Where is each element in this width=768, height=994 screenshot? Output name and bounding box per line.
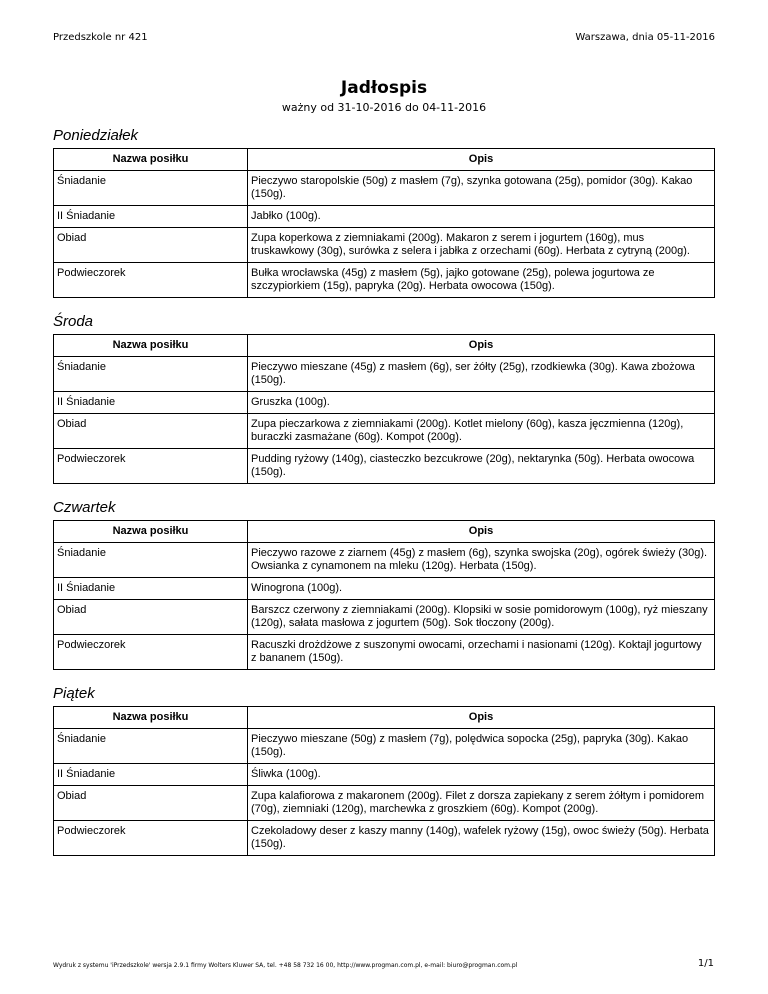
meal-description: Pieczywo mieszane (45g) z masłem (6g), ser żółty (25g), rzodkiewka (30g). Kawa zbożowa (150g). bbox=[248, 357, 715, 392]
table-row bbox=[54, 578, 715, 600]
table-row bbox=[54, 263, 715, 298]
day-title: Piątek bbox=[53, 685, 95, 702]
column-header-description: Opis bbox=[248, 149, 715, 171]
meal-description: Racuszki drożdżowe z suszonymi owocami, orzechami i nasionami (120g). Koktajl jogurtowy z bananem (150g). bbox=[248, 635, 715, 670]
validity-period: ważny od 31-10-2016 do 04-11-2016 bbox=[281, 101, 487, 114]
column-header-meal: Nazwa posiłku bbox=[54, 149, 248, 171]
table-header-row bbox=[54, 521, 715, 543]
meal-name: Obiad bbox=[54, 786, 248, 821]
meal-name: Podwieczorek bbox=[54, 263, 248, 298]
meal-description: Winogrona (100g). bbox=[248, 578, 715, 600]
meal-name: Obiad bbox=[54, 600, 248, 635]
meal-name: Podwieczorek bbox=[54, 449, 248, 484]
meal-description: Zupa koperkowa z ziemniakami (200g). Makaron z serem i jogurtem (160g), mus truskawkowy (30g), surówka z selera i jabłka z orzechami (60g). Herbata z cytryną (200g). bbox=[248, 228, 715, 263]
table-header-row bbox=[54, 707, 715, 729]
table-row bbox=[54, 392, 715, 414]
table-row bbox=[54, 449, 715, 484]
column-header-meal: Nazwa posiłku bbox=[54, 335, 248, 357]
meal-name: Obiad bbox=[54, 228, 248, 263]
table-row bbox=[54, 821, 715, 856]
meal-description: Zupa kalafiorowa z makaronem (200g). Filet z dorsza zapiekany z serem żółtym i pomidorem (70g), ziemniaki (120g), marchewka z groszkiem (60g). Kompot (200g). bbox=[248, 786, 715, 821]
meal-description: Barszcz czerwony z ziemniakami (200g). Klopsiki w sosie pomidorowym (100g), ryż mieszany (120g), sałata masłowa z jogurtem (50g). Sok tłoczony (200g). bbox=[248, 600, 715, 635]
table-header-row bbox=[54, 335, 715, 357]
meal-description: Zupa pieczarkowa z ziemniakami (200g). Kotlet mielony (60g), kasza jęczmienna (120g), buraczki zasmażane (60g). Kompot (200g). bbox=[248, 414, 715, 449]
meal-description: Pudding ryżowy (140g), ciasteczko bezcukrowe (20g), nektarynka (50g). Herbata owocowa (150g). bbox=[248, 449, 715, 484]
table-row bbox=[54, 729, 715, 764]
meal-name: Obiad bbox=[54, 414, 248, 449]
meal-table bbox=[53, 706, 715, 856]
meal-name: Śniadanie bbox=[54, 357, 248, 392]
menu-content bbox=[53, 127, 714, 871]
day-section bbox=[53, 685, 714, 856]
institution-name: Przedszkole nr 421 bbox=[53, 32, 148, 43]
meal-name: Podwieczorek bbox=[54, 635, 248, 670]
table-row bbox=[54, 543, 715, 578]
table-row bbox=[54, 357, 715, 392]
meal-name: Śniadanie bbox=[54, 543, 248, 578]
meal-name: Śniadanie bbox=[54, 171, 248, 206]
day-section bbox=[53, 499, 714, 670]
column-header-meal: Nazwa posiłku bbox=[54, 521, 248, 543]
meal-table bbox=[53, 520, 715, 670]
meal-description: Gruszka (100g). bbox=[248, 392, 715, 414]
table-row bbox=[54, 786, 715, 821]
day-section bbox=[53, 127, 714, 298]
meal-name: Śniadanie bbox=[54, 729, 248, 764]
meal-name: II Śniadanie bbox=[54, 392, 248, 414]
meal-description: Czekoladowy deser z kaszy manny (140g), wafelek ryżowy (15g), owoc świeży (50g). Herbata (150g). bbox=[248, 821, 715, 856]
meal-description: Śliwka (100g). bbox=[248, 764, 715, 786]
day-title: Czwartek bbox=[53, 499, 116, 516]
page-number: 1/1 bbox=[697, 958, 714, 969]
meal-name: II Śniadanie bbox=[54, 578, 248, 600]
meal-description: Pieczywo razowe z ziarnem (45g) z masłem (6g), szynka swojska (20g), ogórek świeży (30g). Owsianka z cynamonem na mleku (120g). Herbata (150g). bbox=[248, 543, 715, 578]
table-header-row bbox=[54, 149, 715, 171]
day-title: Poniedziałek bbox=[53, 127, 139, 144]
meal-name: II Śniadanie bbox=[54, 764, 248, 786]
table-row bbox=[54, 228, 715, 263]
column-header-description: Opis bbox=[248, 521, 715, 543]
table-row bbox=[54, 171, 715, 206]
meal-table bbox=[53, 148, 715, 298]
place-and-date: Warszawa, dnia 05-11-2016 bbox=[575, 32, 715, 43]
table-row bbox=[54, 635, 715, 670]
meal-name: Podwieczorek bbox=[54, 821, 248, 856]
meal-description: Pieczywo staropolskie (50g) z masłem (7g), szynka gotowana (25g), pomidor (30g). Kakao (150g). bbox=[248, 171, 715, 206]
day-title: Środa bbox=[53, 313, 94, 330]
meal-table bbox=[53, 334, 715, 484]
meal-name: II Śniadanie bbox=[54, 206, 248, 228]
meal-description: Pieczywo mieszane (50g) z masłem (7g), polędwica sopocka (25g), papryka (30g). Kakao (150g). bbox=[248, 729, 715, 764]
column-header-description: Opis bbox=[248, 707, 715, 729]
meal-description: Bułka wrocławska (45g) z masłem (5g), jajko gotowane (25g), polewa jogurtowa ze szczypiorkiem (15g), papryka (20g). Herbata owocowa (150g). bbox=[248, 263, 715, 298]
print-footer: Wydruk z systemu 'iPrzedszkole' wersja 2.9.1 firmy Wolters Kluwer SA, tel. +48 58 732 16 00, http://www.progman.com.pl, e-mail: biuro@progman.com.pl bbox=[53, 962, 518, 969]
meal-description: Jabłko (100g). bbox=[248, 206, 715, 228]
page-title: Jadłospis bbox=[340, 78, 428, 98]
table-row bbox=[54, 414, 715, 449]
table-row bbox=[54, 206, 715, 228]
column-header-description: Opis bbox=[248, 335, 715, 357]
table-row bbox=[54, 764, 715, 786]
day-section bbox=[53, 313, 714, 484]
column-header-meal: Nazwa posiłku bbox=[54, 707, 248, 729]
table-row bbox=[54, 600, 715, 635]
